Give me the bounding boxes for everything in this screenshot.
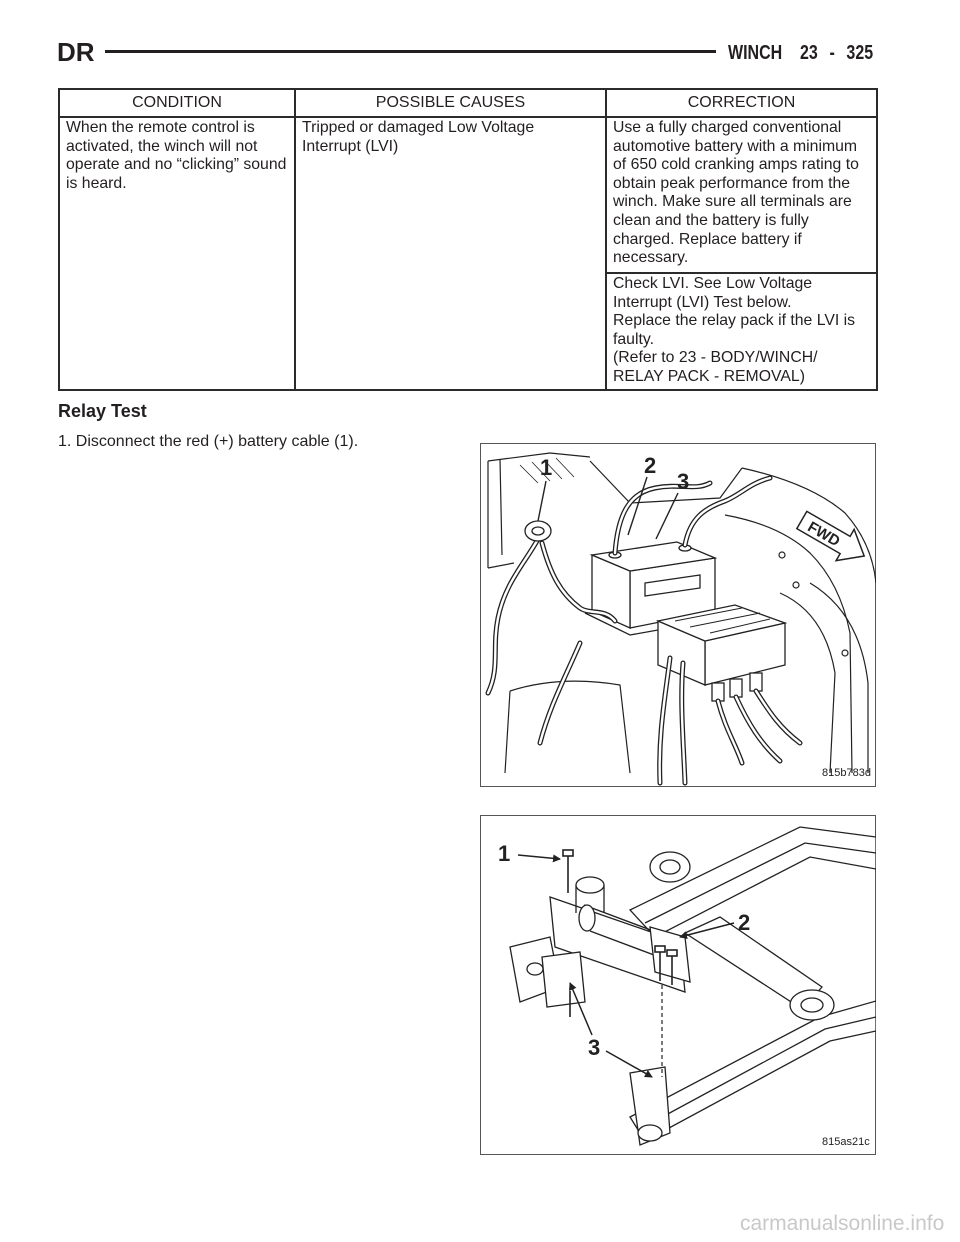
- bracket-hole: [638, 1125, 662, 1141]
- callout-number: 1: [498, 841, 511, 866]
- callout-number: 3: [588, 1035, 601, 1060]
- callout-number: 2: [644, 453, 657, 478]
- callout-number: 3: [677, 469, 690, 494]
- winch-motor-cap: [576, 877, 604, 893]
- correction-text: Check LVI. See Low Voltage Interrupt (LVI) Test below.: [613, 275, 813, 311]
- header-possible-causes: POSSIBLE CAUSES: [295, 89, 606, 117]
- drum-end: [579, 905, 595, 931]
- tow-bracket-hole: [527, 963, 543, 975]
- tow-bracket: [542, 952, 585, 1007]
- section-title: WINCH: [728, 42, 783, 64]
- figure-illustration: [480, 443, 876, 787]
- condition-cell: [59, 117, 295, 390]
- condition-text: When the remote control is activated, the winch will not operate and no “clicking” sound is heard.: [66, 119, 287, 192]
- cable-grommet: [525, 521, 551, 541]
- header-correction: CORRECTION: [606, 89, 877, 117]
- relay-connector: [730, 679, 742, 697]
- possible-cause-cell: [295, 117, 606, 390]
- figure-battery-relay-pack: [480, 443, 876, 787]
- page-number: 23 - 325: [800, 42, 874, 64]
- possible-cause-text: Tripped or damaged Low Voltage Interrupt (LVI): [302, 119, 535, 155]
- frame-boss-hole: [660, 860, 680, 874]
- bolt-head: [667, 950, 677, 956]
- relay-connector: [750, 673, 762, 691]
- figure-id: 815as21c: [822, 1136, 870, 1148]
- bolt-head: [563, 850, 573, 856]
- grommet-inner: [532, 527, 544, 535]
- watermark: carmanualsonline.info: [740, 1212, 945, 1235]
- section-heading: Relay Test: [58, 401, 147, 421]
- figure-illustration: [480, 815, 876, 1155]
- correction-text: Replace the relay pack if the LVI is faulty.: [613, 312, 856, 348]
- procedure-step: 1. Disconnect the red (+) battery cable (1).: [58, 433, 359, 450]
- callout-number: 2: [738, 910, 751, 935]
- correction-cell: [606, 273, 877, 390]
- manual-model-code: DR: [57, 37, 95, 67]
- frame-mount-hole: [801, 998, 823, 1012]
- figure-winch-mounting: [480, 815, 876, 1155]
- relay-connector: [712, 683, 724, 701]
- correction-text: (Refer to 23 - BODY/WINCH/ RELAY PACK - REMOVAL): [613, 349, 818, 385]
- figure-id: 815b783d: [822, 767, 871, 779]
- header-rule: [105, 50, 716, 53]
- correction-cell: [606, 117, 877, 273]
- bolt-head: [655, 946, 665, 952]
- callout-number: 1: [540, 455, 553, 480]
- direction-label: FWD: [804, 518, 843, 551]
- diagnosis-table: [58, 88, 878, 391]
- header-condition: CONDITION: [59, 89, 295, 117]
- table-header-row: [59, 89, 877, 117]
- table-row: [59, 117, 877, 273]
- correction-text: Use a fully charged conventional automotive battery with a minimum of 650 cold cranking amps rating to obtain peak performance from the winch. Make sure all terminals are clean and the battery is fully charged. Replace battery if necessary.: [613, 119, 859, 267]
